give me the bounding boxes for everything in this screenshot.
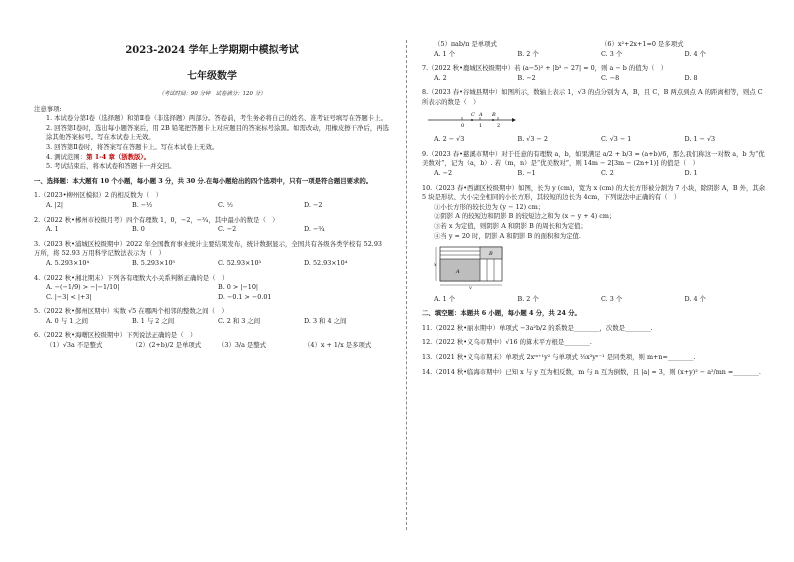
option: D. −¾ bbox=[304, 225, 325, 234]
option: B. 2 个 bbox=[517, 294, 539, 303]
question-1: 1.（2023•柳州区模拟）2 的相反数为（ ） bbox=[34, 191, 163, 200]
question-6: 6.（2022 秋•海曙区校级期中）下列说法正确的是（ ） bbox=[34, 331, 197, 340]
right-column bbox=[422, 40, 768, 377]
option: C. ½ bbox=[218, 200, 233, 209]
question-8: 8.（2023 春•谷城县期中）如图所示，数轴上表示 1，√3 的点分别为 A，B，且 C，B 两点到点 A 的距离相等，则点 C 所表示的数是（ ） bbox=[422, 88, 763, 106]
question-7-options bbox=[422, 74, 768, 84]
option: B. −1 bbox=[517, 168, 536, 177]
statement: （1）√3a 不是整式 bbox=[46, 341, 103, 350]
label-x: x bbox=[434, 263, 437, 269]
note-1: 1. 本试卷分第Ⅰ卷（选择题）和第Ⅱ卷（非选择题）两部分。答卷前，考生务必将自己的姓名、准考证号填写在答题卡上。 bbox=[46, 114, 387, 123]
option: A. 1 个 bbox=[434, 49, 456, 58]
exam-info: （考试时间：90 分钟 试卷满分：120 分） bbox=[158, 91, 266, 97]
option: D. −2 bbox=[304, 200, 323, 209]
question-7: 7.（2022 秋•鹿城区校级期中）若 (a−5)² + |b³ − 27| = 0，则 a − b 的值为（ ） bbox=[422, 64, 668, 73]
notes-heading: 注意事项: bbox=[34, 104, 62, 113]
option: C. 52.93×10³ bbox=[218, 258, 262, 267]
option: D. 1 − √3 bbox=[684, 135, 716, 144]
question-2: 2.（2022 秋•郴州市校级月考）四个有理数 1，0，−2，−¾，其中最小的数是（ ） bbox=[34, 215, 279, 224]
note-5: 5. 考试结束后，将本试卷和答题卡一并交回。 bbox=[46, 162, 176, 171]
question-10-item-1: ①小长方形的较长边为 (y − 12) cm； bbox=[434, 202, 545, 211]
rectangle-figure bbox=[434, 245, 506, 289]
option: D. 4 个 bbox=[684, 294, 706, 303]
option: A. 1 bbox=[46, 225, 59, 234]
question-9-options bbox=[422, 169, 768, 179]
option: D. 3 和 4 之间 bbox=[304, 316, 347, 325]
label-a: A bbox=[456, 269, 460, 276]
option: D. 52.93×10⁴ bbox=[304, 258, 348, 267]
option: A. 2 bbox=[434, 73, 447, 82]
question-10-item-4: ④当 y = 20 时，阴影 A 和阴影 B 的面积和为定值. bbox=[434, 231, 581, 240]
question-10-item-2: ②阴影 A 的较短边和阴影 B 的较短边之和为 (x − y + 4) cm； bbox=[434, 212, 616, 221]
question-14: 14.（2014 秋•临海市期中）已知 x 与 y 互为相反数，m 与 n 互为倒数，且 |a| = 3，则 (x+y)² − a²/mn =________. bbox=[422, 367, 761, 376]
option: B. −½ bbox=[132, 200, 153, 209]
exam-subtitle: 七年级数学 bbox=[187, 71, 237, 82]
question-4-options-row2 bbox=[34, 293, 390, 303]
option: C. |−3| < |+3| bbox=[46, 292, 92, 301]
question-5-options bbox=[34, 317, 390, 327]
option: D. −0.1 > −0.01 bbox=[218, 292, 272, 301]
arrow-icon bbox=[512, 118, 516, 122]
left-column bbox=[34, 40, 390, 351]
question-9: 9.（2023 春•慈溪市期中）对于任意的有理数 a，b，如果满足 a/2 + b/3 = (a+b)/6，那么我们称这一对数 a，b 为“优美数对”，记为（a，b）. 若（m，n）是“优美数对”，则 14m − 2[3m − (2n+1)] 的值是（ ） bbox=[422, 149, 765, 168]
option: B. 0 bbox=[132, 225, 145, 234]
option: A. |2| bbox=[46, 200, 64, 209]
question-4-options-row1 bbox=[34, 283, 390, 293]
option: D. 8 bbox=[684, 73, 698, 82]
option: C. 3 个 bbox=[601, 294, 623, 303]
label-b: B bbox=[492, 111, 496, 118]
label-b: B bbox=[489, 251, 493, 258]
question-13: 13.（2021 秋•义乌市期末）单项式 2xᵐ⁺¹y² 与单项式 ⅓x³yⁿ⁻¹ 是同类项，则 m+n=________. bbox=[422, 353, 696, 362]
point-b bbox=[492, 119, 494, 121]
statement: （6）x²+2x+1=0 是多项式 bbox=[601, 40, 684, 48]
option: B. √3 − 2 bbox=[517, 135, 548, 144]
option: A. 2 − √3 bbox=[434, 135, 465, 144]
number-line-figure bbox=[426, 110, 516, 130]
statement: （2）(2+b)/2 是单项式 bbox=[132, 341, 202, 350]
question-10: 10.（2023 春•西湖区校级期中）如图，长为 y (cm)，宽为 x (cm) 的大长方形被分割为 7 小块，除阴影 A，B 外，其余 5 块是形状、大小完全相同的小长方形，其较短的边长为 4cm，下列说法中正确的有（ ） bbox=[422, 183, 766, 202]
section2-heading: 二、填空题：本题共 6 小题，每小题 4 分，共 24 分。 bbox=[422, 309, 581, 318]
question-3: 3.（2023 秋•浦城区校级期中）2022 年全国教育事业统计主要结果发布，统计数据显示，全国共有各级各类学校有 52.93 万所，将 52.93 万用科学记数法表示为（ ） bbox=[34, 239, 382, 258]
option: A. −(−1/9) > −|−1/10| bbox=[46, 283, 120, 292]
note-3: 3. 回答第Ⅱ卷时，将答案写在答题卡上。写在本试卷上无效。 bbox=[46, 142, 219, 151]
question-6-statements-cont bbox=[422, 40, 768, 50]
option: A. −2 bbox=[434, 168, 453, 177]
question-10-item-3: ③若 x 为定值，则阴影 A 和阴影 B 的周长和为定值； bbox=[434, 221, 587, 230]
option: A. 0 与 1 之间 bbox=[46, 316, 89, 325]
question-2-options bbox=[34, 225, 390, 235]
question-8-options bbox=[422, 135, 768, 145]
question-11: 11.（2022 秋•丽水期中）单项式 −3a²b/2 的系数是________，次数是________. bbox=[422, 323, 653, 332]
option: B. −2 bbox=[517, 73, 536, 82]
option: B. 0 > |−10| bbox=[218, 283, 259, 292]
question-12: 12.（2022 秋•义乌市期中）√16 的算术平方根是________. bbox=[422, 338, 592, 347]
column-divider bbox=[406, 40, 407, 530]
option: B. 5.293×10⁵ bbox=[132, 258, 176, 267]
statement: （3）3/a 是整式 bbox=[218, 341, 267, 350]
exam-title: 2023-2024 学年上学期期中模拟考试 bbox=[125, 45, 299, 56]
option: C. −8 bbox=[601, 73, 620, 82]
label-c: C bbox=[471, 111, 475, 118]
statement: （4）x + 1/x 是多项式 bbox=[304, 341, 372, 350]
question-4: 4.（2022 秋•湘北期末）下列各有理数大小关系判断正确的是（ ） bbox=[34, 273, 229, 282]
label-zero: 0 bbox=[461, 122, 465, 129]
option: C. 2 bbox=[601, 168, 614, 177]
question-5: 5.（2022 秋•鄞州区期中）实数 √5 在哪两个相邻的整数之间（ ） bbox=[34, 307, 228, 316]
statement: （5）πab/π 是单项式 bbox=[434, 40, 497, 48]
scope-highlight: 第 1-4 章（浙教版）。 bbox=[86, 152, 151, 161]
option: A. 5.293×10⁴ bbox=[46, 258, 90, 267]
label-a: A bbox=[479, 111, 483, 118]
option: C. √3 − 1 bbox=[601, 135, 632, 144]
section1-heading: 一、选择题：本大题有 10 个小题，每小题 3 分，共 30 分.在每小题给出的四个选项中，只有一项是符合题目要求的。 bbox=[34, 176, 373, 185]
option: C. −2 bbox=[218, 225, 237, 234]
question-6-statements bbox=[34, 341, 390, 351]
question-6-options bbox=[422, 50, 768, 60]
shaded-region-a bbox=[440, 259, 480, 281]
option: D. 1 bbox=[684, 168, 698, 177]
option: A. 1 个 bbox=[434, 294, 456, 303]
point-c bbox=[471, 119, 473, 121]
question-1-options bbox=[34, 201, 390, 211]
note-2: 2. 回答第Ⅰ卷时，选出每小题答案后，用 2B 铅笔把答题卡上对应题目的答案标号涂黑。如需改动，用橡皮擦干净后，再选涂其他答案标号。写在本试卷上无效。 bbox=[46, 123, 390, 142]
label-two: 2 bbox=[497, 122, 501, 129]
question-3-options bbox=[34, 259, 390, 269]
option: C. 2 和 3 之间 bbox=[218, 316, 261, 325]
label-y: y bbox=[469, 286, 472, 290]
note-4: 4. 测试范围：第 1-4 章（浙教版）。 bbox=[46, 152, 151, 161]
label-one: 1 bbox=[479, 122, 483, 129]
option: B. 1 与 2 之间 bbox=[132, 316, 175, 325]
option: B. 2 个 bbox=[517, 49, 539, 58]
option: D. 4 个 bbox=[684, 49, 706, 58]
option: C. 3 个 bbox=[601, 49, 623, 58]
question-10-options bbox=[422, 295, 768, 305]
